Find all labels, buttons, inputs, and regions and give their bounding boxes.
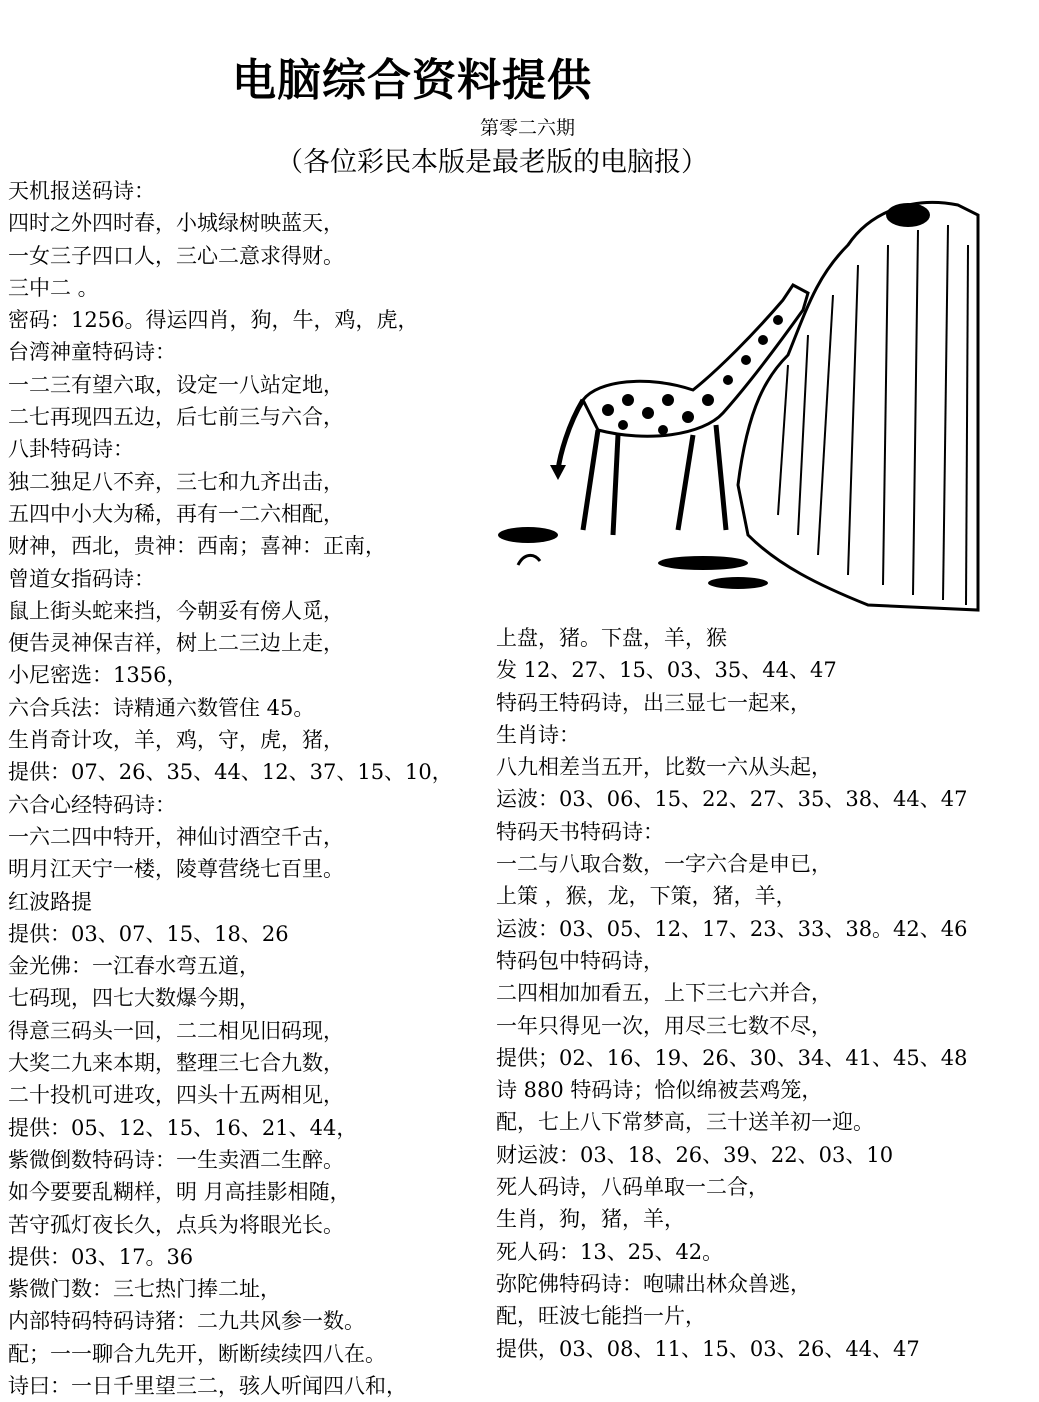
right-text-line: 生肖，狗，猪，羊， (496, 1207, 685, 1232)
right-text-line: 提供；02、16、19、26、30、34、41、45、48 (496, 1045, 968, 1070)
left-text-line: 得意三码头一回，二二相见旧码现， (8, 1018, 344, 1043)
left-text-line: 提供：07、26、35、44、12、37、15、10， (8, 760, 453, 785)
left-text-line: 配；一一聊合九先开，断断续续四八在。 (8, 1341, 386, 1366)
page-subtitle: （各位彩民本版是最老版的电脑报） (276, 147, 708, 178)
left-text-line: 红波路提 (8, 889, 92, 914)
right-text-line: 一二与八取合数，一字六合是申已， (496, 852, 832, 877)
right-text-line: 一年只得见一次，用尽三七数不尽， (496, 1013, 832, 1038)
right-text-line: 上盘，猪。下盘，羊，猴 (496, 626, 727, 650)
right-text-line: 死人码诗，八码单取一二合， (496, 1175, 769, 1200)
right-text-line: 运波：03、05、12、17、23、33、38。42、46 (496, 916, 968, 941)
page-title: 电脑综合资料提供 (232, 55, 592, 106)
left-text-line: 生肖奇计攻，羊，鸡，守，虎，猪， (8, 728, 344, 753)
left-text-line: 内部特码特码诗猪：二九共风参一数。 (8, 1309, 365, 1334)
right-text-line: 上策 ，猴，龙，下策，猪，羊， (496, 884, 797, 909)
left-text-line: 六合心经特码诗： (8, 792, 176, 817)
right-text-line: 特码天书特码诗： (496, 819, 664, 844)
right-text-line: 弥陀佛特码诗：咆啸出林众兽逃， (496, 1271, 811, 1296)
left-text-line: 提供：03、17。36 (8, 1244, 194, 1269)
right-text-line: 生肖诗： (496, 722, 580, 747)
left-text-line: 便告灵神保吉祥，树上二三边上走， (8, 631, 344, 656)
right-text-line: 财运波：03、18、26、39、22、03、10 (496, 1142, 894, 1167)
left-text-line: 鼠上街头蛇来挡，今朝妥有傍人觅， (8, 598, 344, 623)
right-text-line: 发 12、27、15、03、35、44、47 (496, 658, 837, 683)
issue-number: 第零二六期 (480, 117, 576, 139)
left-text-line: 八卦特码诗： (8, 437, 134, 462)
left-text-line: 大奖二九来本期，整理三七合九数， (8, 1051, 344, 1076)
left-text-line: 财神，西北，贵神：西南；喜神：正南， (8, 534, 386, 559)
left-text-line: 二七再现四五边，后七前三与六合， (8, 405, 344, 430)
right-column (496, 622, 1036, 1365)
left-text-line: 二十投机可进攻，四头十五两相见， (8, 1083, 344, 1108)
left-text-line: 苦守孤灯夜长久，点兵为将眼光长。 (8, 1212, 344, 1237)
left-text-line: 四时之外四时春，小城绿树映蓝天， (8, 211, 344, 236)
left-text-line: 五四中小大为稀，再有一二六相配， (8, 501, 344, 526)
right-text-line: 诗 880 特码诗；恰似绵被芸鸡笼， (496, 1078, 823, 1103)
left-text-line: 独二独足八不弃，三七和九齐出击， (8, 469, 344, 494)
right-text-line: 死人码：13、25、42。 (496, 1239, 724, 1264)
left-text-line: 台湾神童特码诗： (8, 340, 176, 365)
left-column (8, 175, 478, 1402)
left-text-line: 紫微门数：三七热门捧二址， (8, 1277, 281, 1302)
left-text-line: 金光佛：一江春水弯五道， (8, 954, 260, 979)
left-text-line: 六合兵法：诗精通六数管住 45。 (8, 695, 315, 720)
right-text-line: 二四相加加看五，上下三七六并合， (496, 981, 832, 1006)
left-text-line: 曾道女指码诗： (8, 566, 155, 591)
right-text-line: 运波：03、06、15、22、27、35、38、44、47 (496, 787, 968, 812)
left-text-line: 小尼密选：1356， (8, 663, 188, 688)
right-text-line: 八九相差当五开，比数一六从头起， (496, 755, 832, 780)
left-text-line: 诗曰：一日千里望三二，骇人听闻四八和， (8, 1373, 407, 1398)
left-text-line: 如今要要乱糊样，明 月高挂影相随， (8, 1180, 351, 1205)
left-text-line: 明月江天宁一楼，陵尊营绕七百里。 (8, 857, 344, 882)
left-text-line: 天机报送码诗： (8, 179, 155, 203)
left-text-line: 三中二 。 (8, 275, 99, 300)
left-text-line: 提供：05、12、15、16、21、44， (8, 1115, 358, 1140)
right-text-line: 特码包中特码诗， (496, 948, 664, 973)
left-text-line: 七码现，四七大数爆今期， (8, 986, 260, 1011)
left-text-line: 一女三子四口人，三心二意求得财。 (8, 243, 344, 268)
giraffe-illustration (488, 185, 980, 613)
right-text-line: 特码王特码诗，出三显七一起来， (496, 690, 811, 715)
left-text-line: 密码：1256。得运四肖，狗，牛，鸡，虎， (8, 308, 419, 333)
left-text-line: 一六二四中特开，神仙讨酒空千古， (8, 824, 344, 849)
left-text-line: 提供：03、07、15、18、26 (8, 921, 289, 946)
right-text-line: 提供，03、08、11、15、03、26、44、47 (496, 1336, 920, 1361)
left-text-line: 一二三有望六取，设定一八站定地， (8, 372, 344, 397)
right-text-line: 配，旺波七能挡一片， (496, 1304, 706, 1329)
left-text-line: 紫微倒数特码诗：一生卖酒二生醉。 (8, 1147, 344, 1172)
right-text-line: 配，七上八下常梦高，三十送羊初一迎。 (496, 1110, 874, 1135)
